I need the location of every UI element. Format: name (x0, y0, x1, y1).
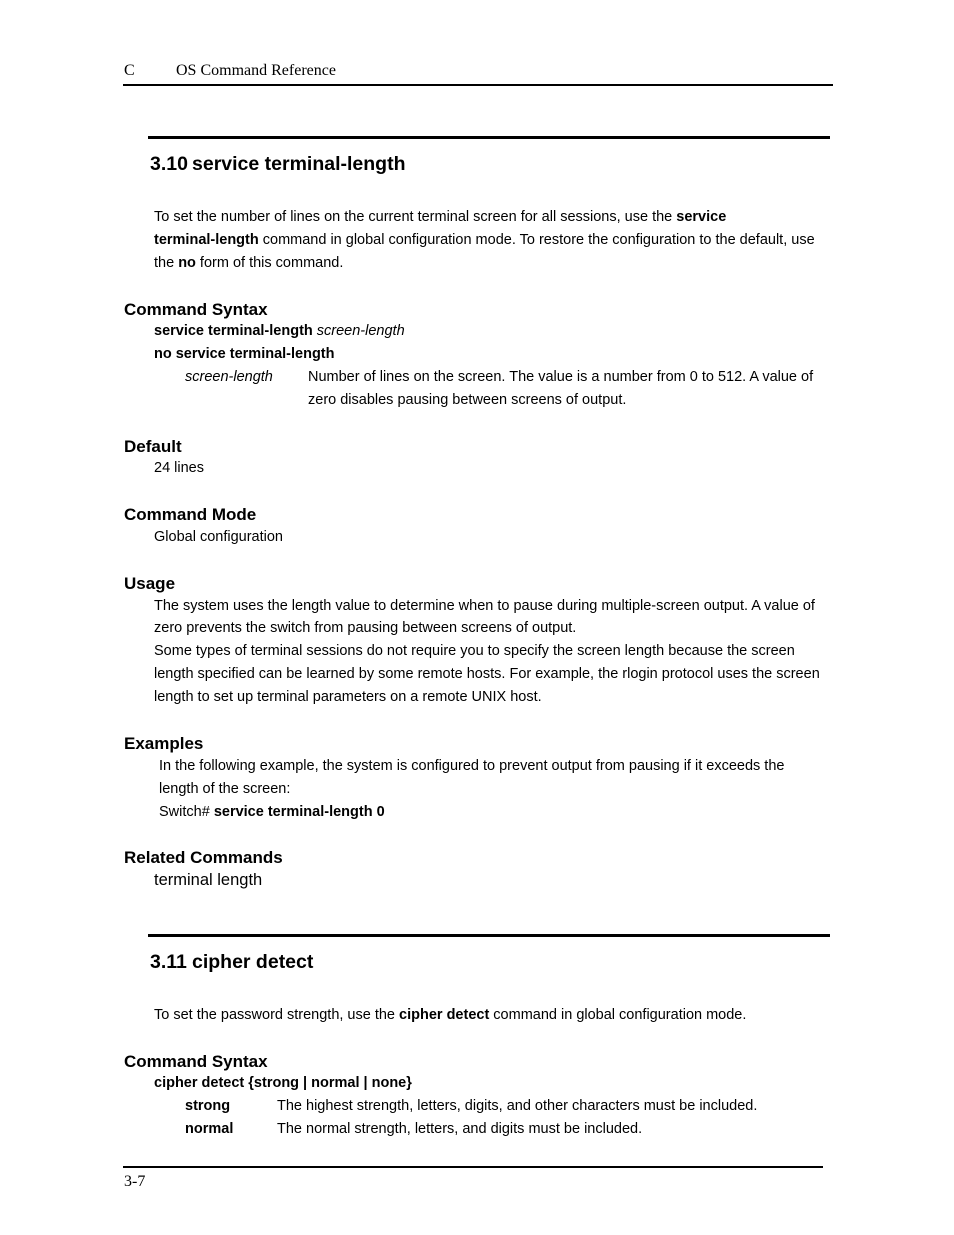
header-rule (123, 84, 833, 86)
usage-line: zero prevents the switch from pausing between screens of output. (154, 620, 577, 636)
intro-line-2: terminal-length command in global configuration mode. To restore the configuration to the default, use (154, 232, 815, 248)
section-rule (148, 934, 830, 937)
usage-line: Some types of terminal sessions do not require you to specify the screen length because the screen (154, 643, 795, 659)
usage-line: length to set up terminal parameters on a remote UNIX host. (154, 689, 542, 705)
section-number: 3.10 (150, 153, 188, 175)
command-syntax-heading: Command Syntax (124, 1052, 268, 1071)
param-description-2: zero disables pausing between screens of output. (308, 392, 627, 408)
footer-rule (123, 1166, 823, 1168)
section-number: 3.11 (150, 951, 187, 973)
command-mode-heading: Command Mode (124, 505, 257, 524)
intro-line-1: To set the number of lines on the current terminal screen for all sessions, use the service (154, 209, 727, 225)
command-mode-text: Global configuration (154, 529, 283, 545)
example-command: Switch# service terminal-length 0 (159, 804, 385, 820)
syntax-line-1: service terminal-length screen-length (154, 323, 405, 339)
usage-line: length specified can be learned by some remote hosts. For example, the rlogin protocol uses the screen (154, 666, 820, 682)
default-heading: Default (124, 437, 182, 456)
related-command-link[interactable]: terminal length (154, 871, 263, 889)
param-name: strong (185, 1098, 231, 1114)
usage-line: The system uses the length value to determine when to pause during multiple-screen output. A value of (154, 598, 815, 614)
param-description: The highest strength, letters, digits, and other characters must be included. (277, 1098, 758, 1114)
command-syntax-heading: Command Syntax (124, 300, 268, 319)
param-description-1: Number of lines on the screen. The value is a number from 0 to 512. A value of (308, 369, 814, 385)
header-chapter-letter: C (124, 62, 135, 79)
syntax-line-2: no service terminal-length (154, 346, 335, 362)
header-title: OS Command Reference (176, 62, 336, 79)
param-name: normal (185, 1121, 234, 1137)
param-name: screen-length (185, 369, 273, 385)
syntax-line-1: cipher detect {strong | normal | none} (154, 1075, 412, 1091)
section-title: service terminal-length (192, 153, 406, 175)
page-number: 3-7 (124, 1173, 146, 1190)
intro-line-3: the no form of this command. (154, 255, 344, 271)
example-text-1: In the following example, the system is configured to prevent output from pausing if it exceeds the (159, 758, 785, 774)
intro-line-1: To set the password strength, use the cipher detect command in global configuration mode. (154, 1007, 747, 1023)
related-commands-heading: Related Commands (124, 848, 283, 867)
usage-heading: Usage (124, 574, 176, 593)
default-text: 24 lines (154, 460, 204, 476)
param-description: The normal strength, letters, and digits must be included. (277, 1121, 643, 1137)
example-text-2: length of the screen: (159, 781, 291, 797)
examples-heading: Examples (124, 734, 204, 753)
section-rule (148, 136, 830, 139)
section-title: cipher detect (192, 951, 314, 973)
